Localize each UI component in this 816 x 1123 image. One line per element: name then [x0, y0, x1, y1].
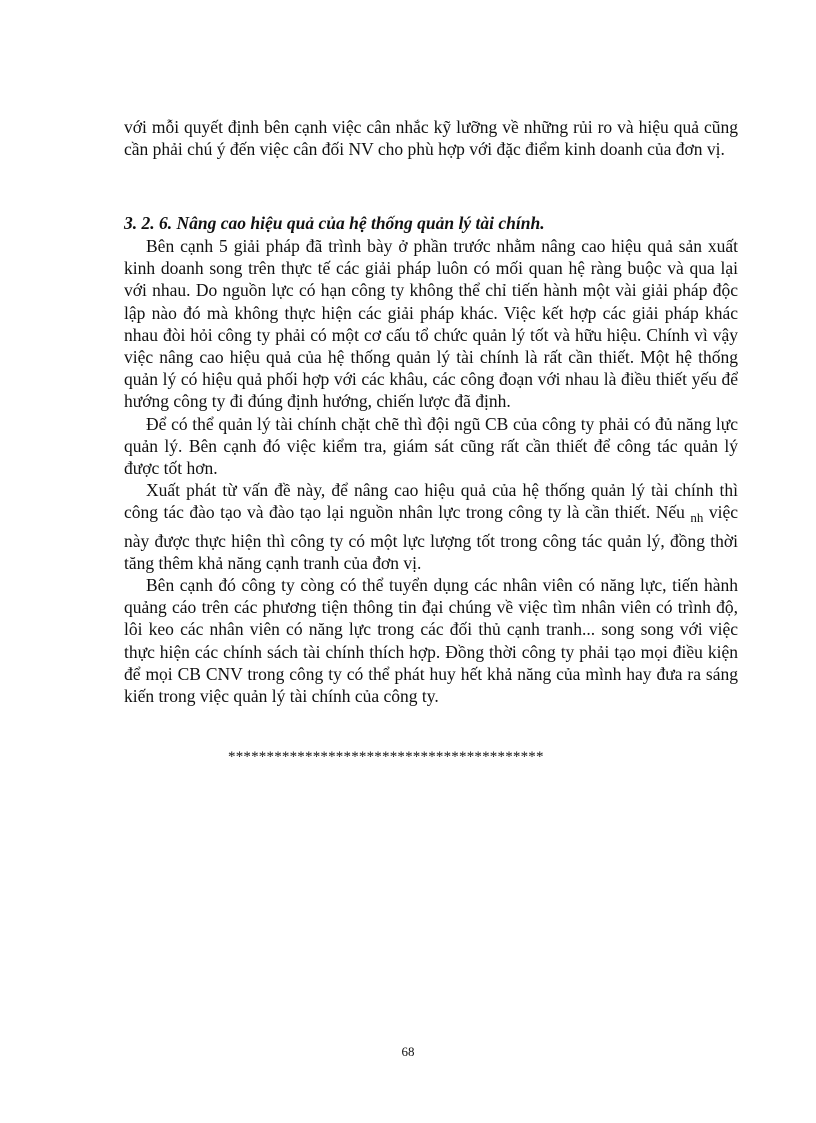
intro-paragraph-block [124, 116, 738, 160]
body-paragraph-4: Bên cạnh đó công ty còng có thể tuyển dụng các nhân viên có năng lực, tiến hành quảng cáo trên các phương tiện thông tin đại chúng về việc tìm nhân viên có trình độ, lôi keo các nhân viên có năng lực trong các đối thủ cạnh tranh... song song với việc thực hiện các chính sách tài chính thích hợp. Đồng thời công ty phải tạo mọi điều kiện để mọi CB CNV trong công ty có thể phát huy hết khả năng của mình hay đưa ra sáng kiến trong việc quản lý tài chính của công ty. [124, 575, 738, 707]
body-paragraph-1: Bên cạnh 5 giải pháp đã trình bày ở phần trước nhằm nâng cao hiệu quả sản xuất kinh doanh song trên thực tế các giải pháp luôn có mối quan hệ ràng buộc và qua lại với nhau. Do nguồn lực có hạn công ty không thể chỉ tiến hành một vài giải pháp độc lập nào đó mà không thực hiện các giải pháp khác. Việc kết hợp các giải pháp khác nhau đòi hỏi công ty phải có một cơ cấu tổ chức quản lý tốt và hữu hiệu. Chính vì vậy việc nâng cao hiệu quả của hệ thống quản lý tài chính là rất cần thiết. Một hệ thống quản lý có hiệu quả phối hợp với các khâu, các công đoạn với nhau là điều thiết yếu để hướng công ty đi đúng định hướng, chiến lược đã định. [124, 236, 738, 412]
paragraph-3-subscript: nh [690, 510, 704, 526]
paragraph-3-text-start: Xuất phát từ vấn đề này, để nâng cao hiệu quả của hệ thống quản lý tài chính thì công tác đào tạo và đào tạo lại nguồn nhân lực trong công ty là cần thiết. Nếu [124, 480, 738, 523]
asterisk-separator: ***************************************** [228, 749, 544, 765]
page-number: 68 [401, 1044, 415, 1059]
body-paragraph-3 [124, 479, 738, 574]
intro-paragraph: với mỗi quyết định bên cạnh việc cân nhắc kỹ lưỡng về những rủi ro và hiệu quả cũng cần phải chú ý đến việc cân đối NV cho phù hợp với đặc điểm kinh doanh của đơn vị. [124, 117, 738, 160]
body-paragraph-2: Để có thể quản lý tài chính chặt chẽ thì đội ngũ CB của công ty phải có đủ năng lực quản lý. Bên cạnh đó việc kiểm tra, giám sát cũng rất cần thiết để công tác quản lý được tốt hơn. [124, 413, 738, 479]
paragraph-3-text-end: việc này được thực hiện thì công ty có một lực lượng tốt trong công tác quản lý, đồng thời tăng thêm khả năng cạnh tranh của đơn vị. [124, 502, 739, 573]
section-body [124, 235, 738, 707]
section-heading: 3. 2. 6. Nâng cao hiệu quả của hệ thống quản lý tài chính. [124, 213, 545, 233]
